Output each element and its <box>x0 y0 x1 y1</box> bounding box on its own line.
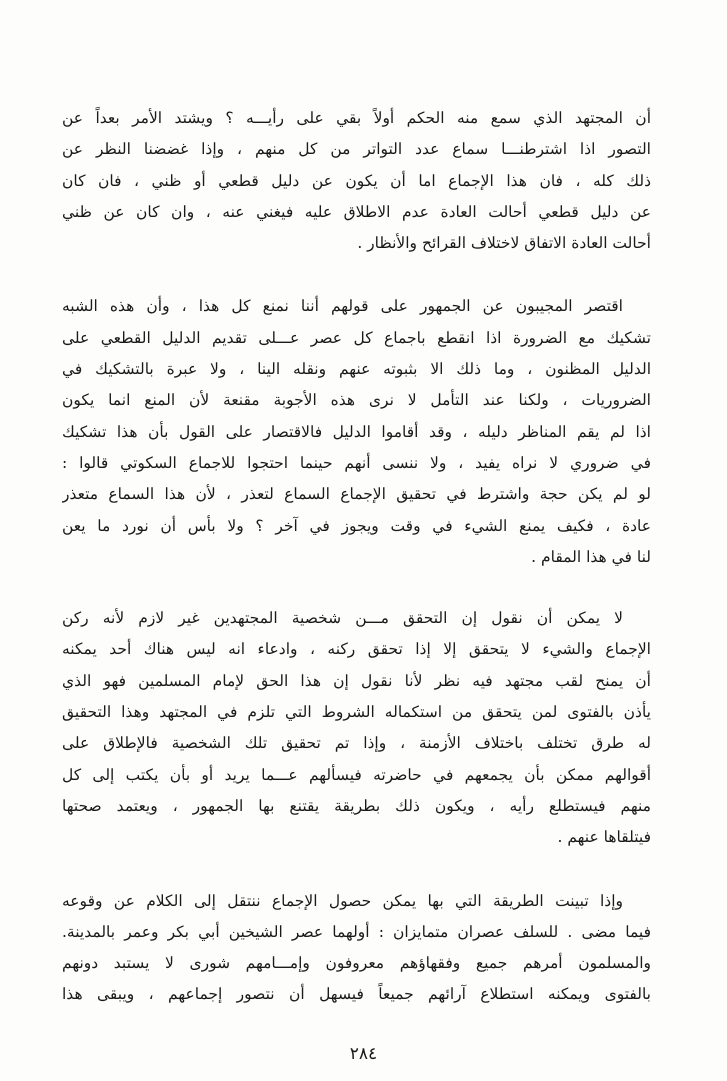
text-line: لو لم يكن حجة واشترط في تحقيق الإجماع السماع لتعذر ، لأن هذا السماع متعذر <box>62 485 651 504</box>
text-line: منهم فيستطلع رأيه ، ويكون ذلك بطريقة يقتنع بها الجمهور ، ويعتمد صحتها <box>62 796 651 815</box>
text-line: اقتصر المجيبون عن الجمهور على قولهم أننا نمنع كل هذا ، وأن هذه الشبه <box>62 297 623 316</box>
page-number: ٢٨٤ <box>349 1044 378 1064</box>
text-line: التصور اذا اشترطنـــا سماع عدد التواتر من كل منهم ، وإذا غضضنا النظر عن <box>62 140 651 159</box>
paragraph-2 <box>62 291 651 573</box>
text-line: لنا في هذا المقام . <box>531 547 651 566</box>
text-line: فيما مضى . للسلف عصران متمايزان : أولهما عصر الشيخين أبي بكر وعمر بالمدينة. <box>62 922 651 941</box>
body-text <box>62 103 651 1011</box>
text-line: أقوالهم ممكن بأن يجمعهم في حاضرته فيسألهم عـــما يريد أو بأن يكتب إلى كل <box>62 765 651 784</box>
text-line: ذلك كله ، فان هذا الإجماع اما أن يكون عن دليل قطعي أو ظني ، فان كان <box>62 171 651 190</box>
text-line: بالفتوى ويمكنه استطلاع آرائهم جميعاً فيسهل أن نتصور إجماعهم ، ويبقى هذا <box>62 985 651 1004</box>
text-line: لا يمكن أن نقول إن التحقق مـــن شخصية المجتهدين غير لازم لأنه ركن <box>62 609 623 628</box>
text-line: تشكيك مع الضرورة اذا انقطع باجماع كل عصر عـــلى تقديم الدليل القطعي على <box>62 328 651 347</box>
text-line: عن دليل قطعي أحالت العادة عدم الاطلاق عليه فيغني عنه ، وان كان عن ظني <box>62 202 651 221</box>
text-line: أن المجتهد الذي سمع منه الحكم أولاً بقي على رأيـــه ؟ ويشتد الأمر بعداً عن <box>62 109 651 127</box>
text-line: والمسلمون أمرهم جميع وفقهاؤهم معروفون وإمـــامهم شورى لا يستبد دونهم <box>62 954 651 973</box>
paragraph-4 <box>62 886 651 1011</box>
text-line: اذا لم يقم المناظر دليله ، وقد أقاموا الدليل فالاقتصار على القول بأن هذا تشكيك <box>62 422 651 441</box>
text-line: الإجماع والشيء لا يتحقق إلا إذا تحقق ركنه ، وادعاء انه ليس هناك أحد يمكنه <box>62 640 651 659</box>
text-line: عادة ، فكيف يمنع الشيء في وقت ويجوز في آخر ؟ ولا بأس أن نورد ما يعن <box>62 516 651 535</box>
paragraph-spacer <box>62 259 651 291</box>
text-line: فيتلقاها عنهم . <box>557 828 651 847</box>
paragraph-spacer <box>62 573 651 603</box>
paragraph-spacer <box>62 854 651 886</box>
text-line: أن يمنح لقب مجتهد فيه نظر لأنا نقول إن هذا الحق لإمام المسلمين فهو الذي <box>62 671 651 690</box>
text-line: الضروريات ، ولكنا عند التأمل لا نرى هذه الأجوبة مقنعة لأن المنع انما يكون <box>62 391 651 410</box>
text-line: له طرق تختلف باختلاف الأزمنة ، وإذا تم تحقيق تلك الشخصية فالإطلاق على <box>62 734 651 753</box>
text-line: وإذا تبينت الطريقة التي بها يمكن حصول الإجماع ننتقل إلى الكلام عن وقوعه <box>62 891 623 910</box>
text-line: أحالت العادة الاتفاق لاختلاف القرائح والأنظار . <box>357 234 651 253</box>
paragraph-1 <box>62 103 651 259</box>
text-line: في ضروري لا نراه يفيد ، ولا ننسى أنهم حينما احتجوا للاجماع السكوتي قالوا : <box>62 453 651 472</box>
paragraph-3 <box>62 603 651 853</box>
text-line: يأذن بالفتوى لمن يتحقق من استكماله الشروط التي تلزم في المجتهد وهذا التحقيق <box>62 703 651 722</box>
text-line: الدليل المظنون ، وما ذلك الا بثبوته عنهم ونقله الينا ، ولا عبرة بالتشكيك في <box>62 360 651 379</box>
